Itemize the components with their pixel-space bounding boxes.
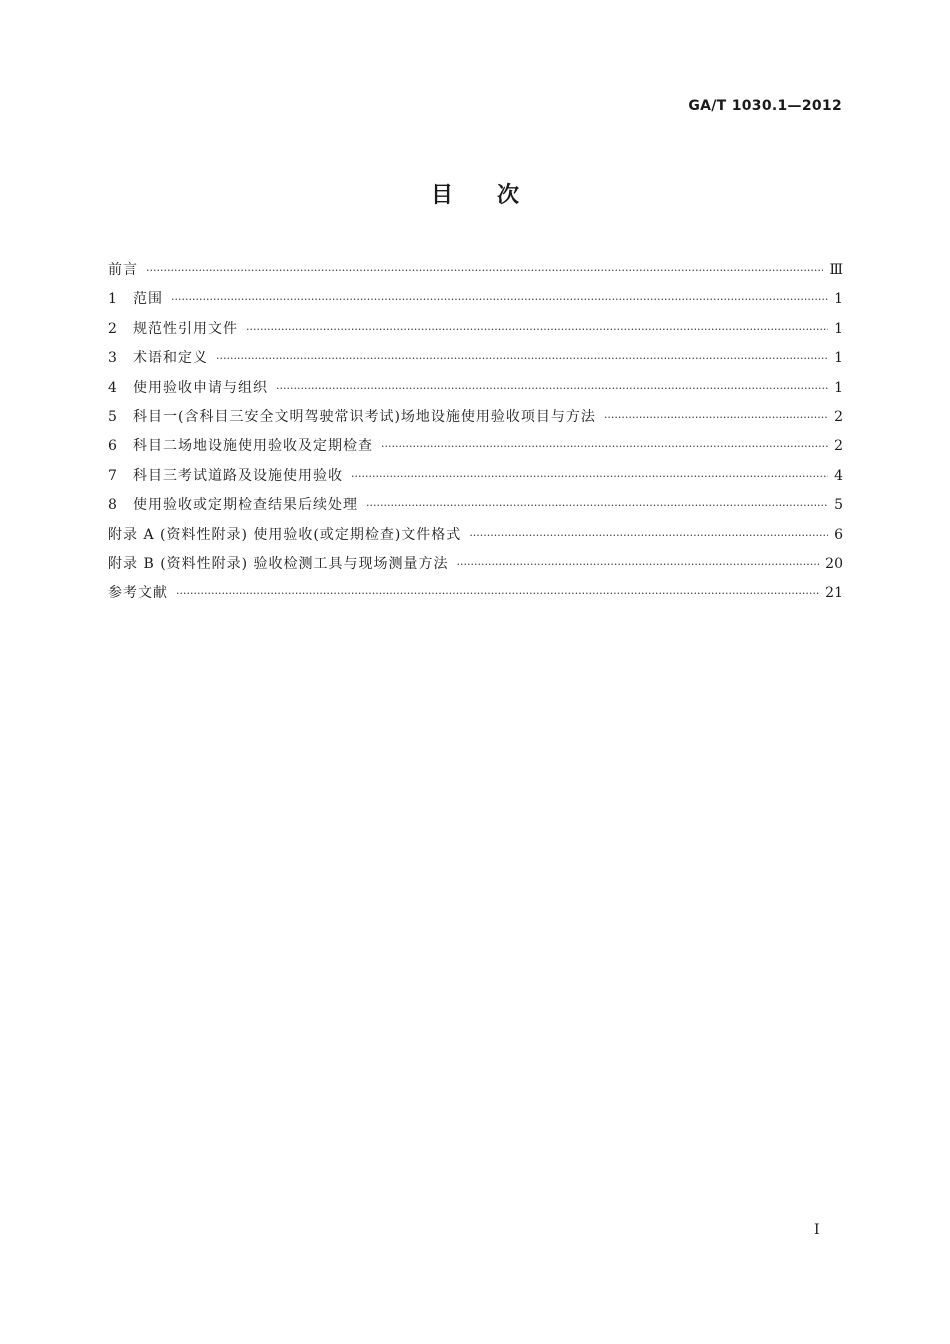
toc-entry-1[interactable] xyxy=(108,285,843,314)
toc-entry-number: 3 xyxy=(108,350,117,367)
toc-entry-page: 1 xyxy=(834,291,843,308)
toc-dot-leader xyxy=(176,579,819,608)
toc-entry-page: 1 xyxy=(834,350,843,367)
toc-dot-leader xyxy=(381,432,828,461)
toc-title-part1: 目 xyxy=(430,183,453,208)
toc-entry-number: 7 xyxy=(108,467,117,484)
toc-entry-page: 1 xyxy=(834,320,843,337)
toc-dot-leader xyxy=(366,491,828,520)
toc-entry-text: 使用验收申请与组织 xyxy=(133,379,268,396)
toc-dot-leader xyxy=(276,374,828,403)
toc-entry-number: 1 xyxy=(108,291,117,308)
toc-title xyxy=(0,178,950,209)
toc-entry-6[interactable] xyxy=(108,432,843,461)
toc-dot-leader xyxy=(216,344,828,373)
toc-entry-text: 使用验收或定期检查结果后续处理 xyxy=(133,497,358,514)
toc-entry-7[interactable] xyxy=(108,462,843,491)
toc-entry-page: 2 xyxy=(834,408,843,425)
toc-entry-number: 2 xyxy=(108,320,117,337)
toc-dot-leader xyxy=(146,256,823,285)
toc-dot-leader xyxy=(246,315,828,344)
toc-dot-leader xyxy=(604,403,828,432)
toc-entry-number: 4 xyxy=(108,379,117,396)
toc-entry-page: 4 xyxy=(834,467,843,484)
toc-entry-8[interactable] xyxy=(108,491,843,520)
toc-entry-foreword[interactable] xyxy=(108,256,843,285)
toc-entry-text: 科目二场地设施使用验收及定期检查 xyxy=(133,438,373,455)
toc-entry-number: 5 xyxy=(108,408,117,425)
toc-entry-appendix-a[interactable] xyxy=(108,521,843,550)
toc-entry-page: 1 xyxy=(834,379,843,396)
toc-entry-text: 科目三考试道路及设施使用验收 xyxy=(133,467,343,484)
toc-entry-text: 附录 B (资料性附录) 验收检测工具与现场测量方法 xyxy=(108,555,449,572)
toc-entry-4[interactable] xyxy=(108,374,843,403)
document-code: GA/T 1030.1—2012 xyxy=(688,98,842,114)
page-number: I xyxy=(814,1222,820,1238)
toc-dot-leader xyxy=(469,521,828,550)
toc-entry-page: 2 xyxy=(834,438,843,455)
toc-entry-text: 前言 xyxy=(108,262,138,278)
toc-entry-3[interactable] xyxy=(108,344,843,373)
toc-entry-text: 范围 xyxy=(133,291,163,308)
toc-entry-2[interactable] xyxy=(108,315,843,344)
toc-entry-text: 规范性引用文件 xyxy=(133,320,238,337)
toc-entry-number: 6 xyxy=(108,438,117,455)
toc-entry-number: 8 xyxy=(108,497,117,514)
toc-entry-5[interactable] xyxy=(108,403,843,432)
toc-entry-references[interactable] xyxy=(108,579,843,608)
toc-entry-appendix-b[interactable] xyxy=(108,550,843,579)
toc-entry-text: 附录 A (资料性附录) 使用验收(或定期检查)文件格式 xyxy=(108,526,462,543)
toc-entry-text: 科目一(含科目三安全文明驾驶常识考试)场地设施使用验收项目与方法 xyxy=(133,408,596,425)
toc-entry-text: 参考文献 xyxy=(108,585,168,602)
toc-dot-leader xyxy=(171,285,828,314)
toc-entry-page: 20 xyxy=(825,555,843,572)
toc-title-part2: 次 xyxy=(497,183,520,208)
toc-dot-leader xyxy=(351,462,828,491)
toc-entry-page: 21 xyxy=(825,585,843,602)
table-of-contents xyxy=(108,256,843,609)
toc-entry-page: 6 xyxy=(834,526,843,543)
toc-entry-page: 5 xyxy=(834,497,843,514)
toc-dot-leader xyxy=(457,550,820,579)
toc-entry-text: 术语和定义 xyxy=(133,350,208,367)
toc-entry-page: Ⅲ xyxy=(829,262,843,278)
